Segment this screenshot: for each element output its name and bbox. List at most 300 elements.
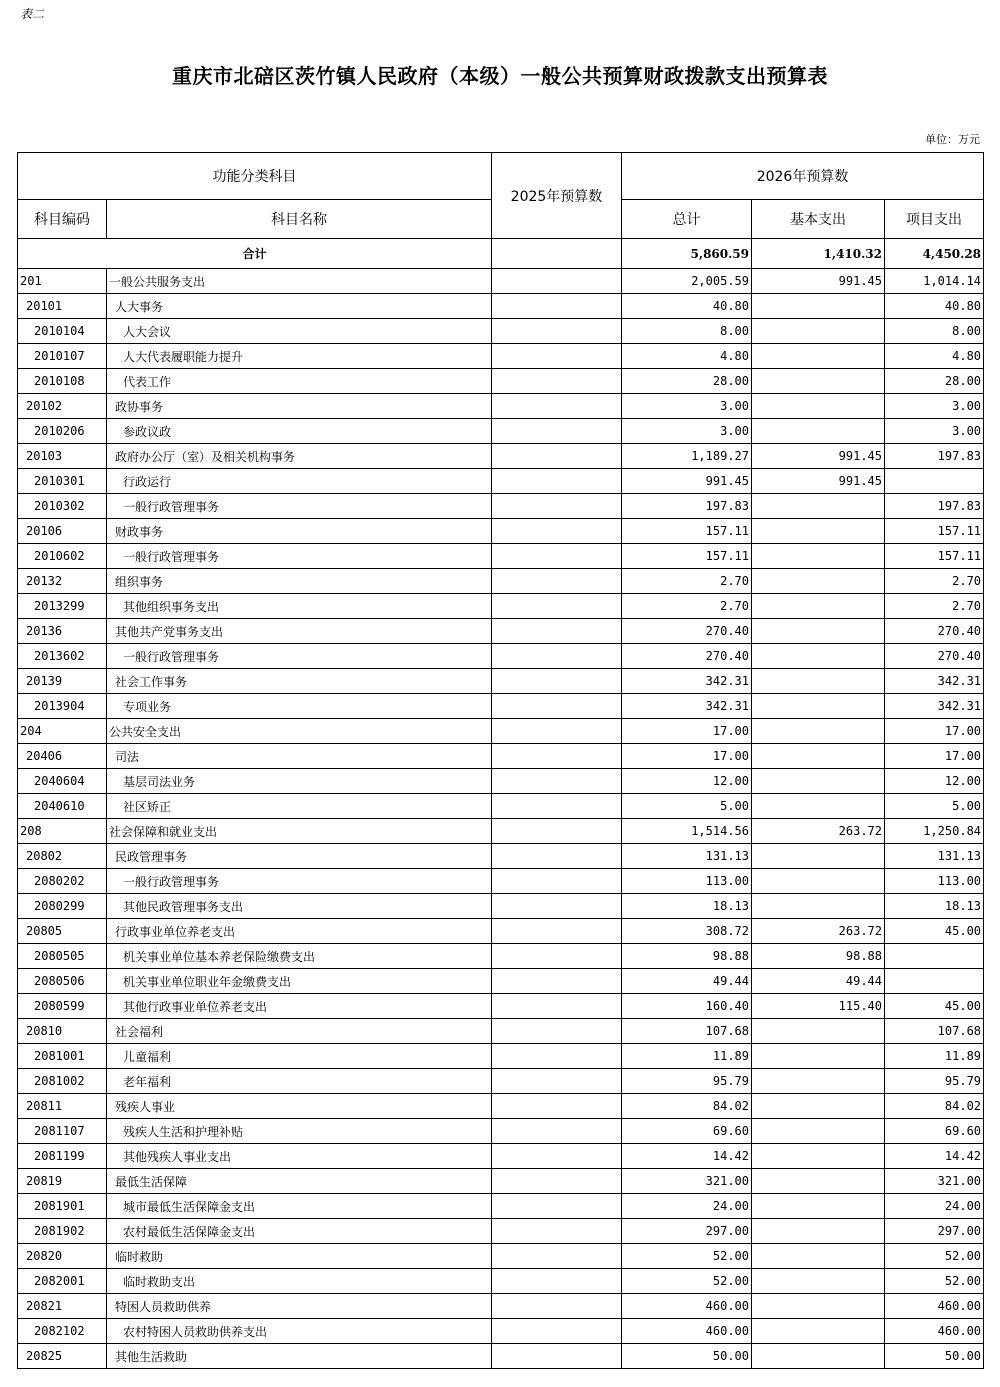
row-project: 342.31 bbox=[885, 669, 984, 694]
row-basic bbox=[752, 394, 885, 419]
row-project: 197.83 bbox=[885, 494, 984, 519]
row-name: 一般行政管理事务 bbox=[107, 869, 492, 894]
row-project: 157.11 bbox=[885, 544, 984, 569]
row-total: 52.00 bbox=[622, 1244, 752, 1269]
row-total: 11.89 bbox=[622, 1044, 752, 1069]
row-code: 20805 bbox=[18, 919, 107, 944]
row-project: 3.00 bbox=[885, 394, 984, 419]
table-row bbox=[18, 1119, 984, 1144]
row-basic bbox=[752, 594, 885, 619]
row-prev-budget bbox=[492, 1144, 622, 1169]
row-total: 160.40 bbox=[622, 994, 752, 1019]
row-name: 组织事务 bbox=[107, 569, 492, 594]
total-label: 合计 bbox=[18, 239, 492, 269]
row-basic bbox=[752, 494, 885, 519]
table-body bbox=[18, 239, 984, 1369]
row-prev-budget bbox=[492, 519, 622, 544]
table-row bbox=[18, 1144, 984, 1169]
row-prev-budget bbox=[492, 794, 622, 819]
row-prev-budget bbox=[492, 744, 622, 769]
row-prev-budget bbox=[492, 1019, 622, 1044]
row-prev-budget bbox=[492, 1194, 622, 1219]
row-project: 460.00 bbox=[885, 1294, 984, 1319]
row-prev-budget bbox=[492, 569, 622, 594]
row-basic: 263.72 bbox=[752, 819, 885, 844]
row-code: 2040610 bbox=[18, 794, 107, 819]
row-total: 113.00 bbox=[622, 869, 752, 894]
row-project: 18.13 bbox=[885, 894, 984, 919]
row-total: 84.02 bbox=[622, 1094, 752, 1119]
row-name: 残疾人生活和护理补贴 bbox=[107, 1119, 492, 1144]
row-project: 113.00 bbox=[885, 869, 984, 894]
row-name: 其他残疾人事业支出 bbox=[107, 1144, 492, 1169]
row-total: 4.80 bbox=[622, 344, 752, 369]
header-name: 科目名称 bbox=[107, 200, 492, 239]
row-code: 208 bbox=[18, 819, 107, 844]
row-total: 1,514.56 bbox=[622, 819, 752, 844]
row-project: 270.40 bbox=[885, 619, 984, 644]
row-prev-budget bbox=[492, 1119, 622, 1144]
row-project: 270.40 bbox=[885, 644, 984, 669]
row-total: 107.68 bbox=[622, 1019, 752, 1044]
row-code: 2081902 bbox=[18, 1219, 107, 1244]
header-budget-2026: 2026年预算数 bbox=[622, 153, 984, 200]
row-name: 行政事业单位养老支出 bbox=[107, 919, 492, 944]
table-row bbox=[18, 969, 984, 994]
row-name: 人大会议 bbox=[107, 319, 492, 344]
row-code: 20819 bbox=[18, 1169, 107, 1194]
row-project bbox=[885, 944, 984, 969]
row-total: 3.00 bbox=[622, 419, 752, 444]
row-prev-budget bbox=[492, 869, 622, 894]
row-prev-budget bbox=[492, 1244, 622, 1269]
row-name: 代表工作 bbox=[107, 369, 492, 394]
row-basic bbox=[752, 569, 885, 594]
row-prev-budget bbox=[492, 1169, 622, 1194]
row-basic bbox=[752, 644, 885, 669]
row-project: 69.60 bbox=[885, 1119, 984, 1144]
row-name: 机关事业单位职业年金缴费支出 bbox=[107, 969, 492, 994]
row-code: 20820 bbox=[18, 1244, 107, 1269]
row-project: 131.13 bbox=[885, 844, 984, 869]
row-name: 社会工作事务 bbox=[107, 669, 492, 694]
row-total: 297.00 bbox=[622, 1219, 752, 1244]
row-project: 8.00 bbox=[885, 319, 984, 344]
row-prev-budget bbox=[492, 294, 622, 319]
total-project: 4,450.28 bbox=[885, 239, 984, 269]
row-prev-budget bbox=[492, 319, 622, 344]
row-name: 儿童福利 bbox=[107, 1044, 492, 1069]
row-total: 131.13 bbox=[622, 844, 752, 869]
row-project: 24.00 bbox=[885, 1194, 984, 1219]
table-row bbox=[18, 694, 984, 719]
row-prev-budget bbox=[492, 719, 622, 744]
table-row bbox=[18, 644, 984, 669]
row-total: 12.00 bbox=[622, 769, 752, 794]
row-project: 3.00 bbox=[885, 419, 984, 444]
row-basic bbox=[752, 769, 885, 794]
row-name: 其他组织事务支出 bbox=[107, 594, 492, 619]
row-total: 14.42 bbox=[622, 1144, 752, 1169]
row-total: 342.31 bbox=[622, 694, 752, 719]
row-code: 204 bbox=[18, 719, 107, 744]
row-name: 临时救助支出 bbox=[107, 1269, 492, 1294]
row-name: 社会福利 bbox=[107, 1019, 492, 1044]
row-basic bbox=[752, 1119, 885, 1144]
row-project: 45.00 bbox=[885, 919, 984, 944]
header-total: 总计 bbox=[622, 200, 752, 239]
row-basic bbox=[752, 1094, 885, 1119]
row-basic: 991.45 bbox=[752, 469, 885, 494]
row-name: 社区矫正 bbox=[107, 794, 492, 819]
table-row bbox=[18, 444, 984, 469]
row-prev-budget bbox=[492, 269, 622, 294]
table-row bbox=[18, 944, 984, 969]
row-basic: 49.44 bbox=[752, 969, 885, 994]
table-row bbox=[18, 994, 984, 1019]
row-name: 一般行政管理事务 bbox=[107, 644, 492, 669]
unit-label: 单位：万元 bbox=[925, 133, 980, 146]
row-code: 2080599 bbox=[18, 994, 107, 1019]
header-budget-2025: 2025年预算数 bbox=[492, 153, 622, 239]
row-basic bbox=[752, 1069, 885, 1094]
row-total: 18.13 bbox=[622, 894, 752, 919]
table-row bbox=[18, 269, 984, 294]
row-code: 201 bbox=[18, 269, 107, 294]
row-project: 84.02 bbox=[885, 1094, 984, 1119]
row-prev-budget bbox=[492, 1094, 622, 1119]
row-code: 2010108 bbox=[18, 369, 107, 394]
row-project: 28.00 bbox=[885, 369, 984, 394]
row-total: 95.79 bbox=[622, 1069, 752, 1094]
row-name: 最低生活保障 bbox=[107, 1169, 492, 1194]
row-total: 69.60 bbox=[622, 1119, 752, 1144]
row-project: 197.83 bbox=[885, 444, 984, 469]
row-code: 2081901 bbox=[18, 1194, 107, 1219]
row-total: 28.00 bbox=[622, 369, 752, 394]
row-name: 其他行政事业单位养老支出 bbox=[107, 994, 492, 1019]
row-basic bbox=[752, 719, 885, 744]
row-total: 157.11 bbox=[622, 544, 752, 569]
row-basic bbox=[752, 419, 885, 444]
row-code: 2010302 bbox=[18, 494, 107, 519]
row-project: 17.00 bbox=[885, 744, 984, 769]
table-row bbox=[18, 769, 984, 794]
row-prev-budget bbox=[492, 994, 622, 1019]
row-total: 40.80 bbox=[622, 294, 752, 319]
table-row bbox=[18, 844, 984, 869]
row-project: 5.00 bbox=[885, 794, 984, 819]
row-prev-budget bbox=[492, 419, 622, 444]
row-name: 民政管理事务 bbox=[107, 844, 492, 869]
table-row bbox=[18, 494, 984, 519]
row-prev-budget bbox=[492, 844, 622, 869]
row-basic bbox=[752, 844, 885, 869]
row-code: 20821 bbox=[18, 1294, 107, 1319]
row-basic bbox=[752, 869, 885, 894]
row-basic: 263.72 bbox=[752, 919, 885, 944]
row-total: 24.00 bbox=[622, 1194, 752, 1219]
row-name: 农村特困人员救助供养支出 bbox=[107, 1319, 492, 1344]
row-project: 40.80 bbox=[885, 294, 984, 319]
row-basic bbox=[752, 519, 885, 544]
row-total: 342.31 bbox=[622, 669, 752, 694]
total-prev bbox=[492, 239, 622, 269]
row-code: 2081199 bbox=[18, 1144, 107, 1169]
table-row bbox=[18, 544, 984, 569]
row-name: 行政运行 bbox=[107, 469, 492, 494]
row-basic bbox=[752, 619, 885, 644]
row-code: 20136 bbox=[18, 619, 107, 644]
table-row bbox=[18, 1344, 984, 1369]
row-project: 50.00 bbox=[885, 1344, 984, 1369]
row-total: 2.70 bbox=[622, 569, 752, 594]
row-name: 司法 bbox=[107, 744, 492, 769]
table-row bbox=[18, 1194, 984, 1219]
row-code: 20103 bbox=[18, 444, 107, 469]
row-code: 2080202 bbox=[18, 869, 107, 894]
row-total: 157.11 bbox=[622, 519, 752, 544]
row-basic bbox=[752, 1294, 885, 1319]
row-name: 城市最低生活保障金支出 bbox=[107, 1194, 492, 1219]
table-row bbox=[18, 1269, 984, 1294]
row-total: 321.00 bbox=[622, 1169, 752, 1194]
table-row bbox=[18, 894, 984, 919]
row-project: 4.80 bbox=[885, 344, 984, 369]
table-row bbox=[18, 419, 984, 444]
header-code: 科目编码 bbox=[18, 200, 107, 239]
row-prev-budget bbox=[492, 769, 622, 794]
row-basic bbox=[752, 1144, 885, 1169]
row-prev-budget bbox=[492, 1069, 622, 1094]
row-prev-budget bbox=[492, 1319, 622, 1344]
table-row bbox=[18, 569, 984, 594]
row-project: 1,250.84 bbox=[885, 819, 984, 844]
row-basic bbox=[752, 1194, 885, 1219]
row-project: 2.70 bbox=[885, 594, 984, 619]
row-name: 公共安全支出 bbox=[107, 719, 492, 744]
total-total: 5,860.59 bbox=[622, 239, 752, 269]
table-row bbox=[18, 1219, 984, 1244]
row-prev-budget bbox=[492, 594, 622, 619]
row-basic bbox=[752, 1219, 885, 1244]
row-prev-budget bbox=[492, 369, 622, 394]
total-row bbox=[18, 239, 984, 269]
row-project: 107.68 bbox=[885, 1019, 984, 1044]
row-code: 2013299 bbox=[18, 594, 107, 619]
row-basic bbox=[752, 319, 885, 344]
row-prev-budget bbox=[492, 894, 622, 919]
row-basic bbox=[752, 544, 885, 569]
row-project bbox=[885, 969, 984, 994]
row-total: 52.00 bbox=[622, 1269, 752, 1294]
row-total: 308.72 bbox=[622, 919, 752, 944]
row-project: 12.00 bbox=[885, 769, 984, 794]
row-prev-budget bbox=[492, 644, 622, 669]
row-code: 2010104 bbox=[18, 319, 107, 344]
table-row bbox=[18, 369, 984, 394]
row-prev-budget bbox=[492, 819, 622, 844]
row-project: 17.00 bbox=[885, 719, 984, 744]
row-prev-budget bbox=[492, 1344, 622, 1369]
row-prev-budget bbox=[492, 944, 622, 969]
row-prev-budget bbox=[492, 1294, 622, 1319]
row-total: 8.00 bbox=[622, 319, 752, 344]
row-total: 1,189.27 bbox=[622, 444, 752, 469]
row-name: 特困人员救助供养 bbox=[107, 1294, 492, 1319]
row-prev-budget bbox=[492, 469, 622, 494]
row-code: 2080299 bbox=[18, 894, 107, 919]
row-code: 2010301 bbox=[18, 469, 107, 494]
row-code: 2081001 bbox=[18, 1044, 107, 1069]
table-row bbox=[18, 794, 984, 819]
row-total: 460.00 bbox=[622, 1294, 752, 1319]
row-name: 基层司法业务 bbox=[107, 769, 492, 794]
row-total: 270.40 bbox=[622, 619, 752, 644]
row-project: 14.42 bbox=[885, 1144, 984, 1169]
row-basic bbox=[752, 294, 885, 319]
total-basic: 1,410.32 bbox=[752, 239, 885, 269]
row-name: 参政议政 bbox=[107, 419, 492, 444]
row-total: 197.83 bbox=[622, 494, 752, 519]
table-row bbox=[18, 1019, 984, 1044]
row-total: 17.00 bbox=[622, 719, 752, 744]
row-prev-budget bbox=[492, 394, 622, 419]
row-code: 20811 bbox=[18, 1094, 107, 1119]
row-code: 20102 bbox=[18, 394, 107, 419]
row-code: 2080506 bbox=[18, 969, 107, 994]
document-title: 重庆市北碚区茨竹镇人民政府（本级）一般公共预算财政拨款支出预算表 bbox=[172, 64, 828, 88]
row-prev-budget bbox=[492, 494, 622, 519]
row-project bbox=[885, 469, 984, 494]
row-code: 2081107 bbox=[18, 1119, 107, 1144]
row-basic bbox=[752, 1344, 885, 1369]
table-row bbox=[18, 1094, 984, 1119]
row-project: 321.00 bbox=[885, 1169, 984, 1194]
row-prev-budget bbox=[492, 969, 622, 994]
table-row bbox=[18, 819, 984, 844]
row-basic bbox=[752, 694, 885, 719]
row-name: 残疾人事业 bbox=[107, 1094, 492, 1119]
row-code: 20810 bbox=[18, 1019, 107, 1044]
row-name: 专项业务 bbox=[107, 694, 492, 719]
row-basic bbox=[752, 1319, 885, 1344]
row-project: 52.00 bbox=[885, 1269, 984, 1294]
row-project: 1,014.14 bbox=[885, 269, 984, 294]
table-row bbox=[18, 469, 984, 494]
row-total: 49.44 bbox=[622, 969, 752, 994]
row-project: 45.00 bbox=[885, 994, 984, 1019]
table-row bbox=[18, 294, 984, 319]
table-number-label: 表二 bbox=[20, 7, 45, 21]
table-row bbox=[18, 594, 984, 619]
row-prev-budget bbox=[492, 1219, 622, 1244]
header-row-1 bbox=[18, 153, 984, 200]
row-code: 2010602 bbox=[18, 544, 107, 569]
row-prev-budget bbox=[492, 544, 622, 569]
table-row bbox=[18, 1244, 984, 1269]
row-basic bbox=[752, 744, 885, 769]
row-prev-budget bbox=[492, 619, 622, 644]
row-total: 5.00 bbox=[622, 794, 752, 819]
row-basic bbox=[752, 1169, 885, 1194]
row-name: 机关事业单位基本养老保险缴费支出 bbox=[107, 944, 492, 969]
table-row bbox=[18, 1044, 984, 1069]
row-basic bbox=[752, 1269, 885, 1294]
row-total: 270.40 bbox=[622, 644, 752, 669]
table-row bbox=[18, 394, 984, 419]
row-total: 3.00 bbox=[622, 394, 752, 419]
row-basic bbox=[752, 1019, 885, 1044]
table-row bbox=[18, 669, 984, 694]
row-prev-budget bbox=[492, 344, 622, 369]
row-total: 2,005.59 bbox=[622, 269, 752, 294]
row-project: 297.00 bbox=[885, 1219, 984, 1244]
row-project: 460.00 bbox=[885, 1319, 984, 1344]
row-name: 政协事务 bbox=[107, 394, 492, 419]
row-name: 临时救助 bbox=[107, 1244, 492, 1269]
row-code: 2010206 bbox=[18, 419, 107, 444]
row-code: 2013904 bbox=[18, 694, 107, 719]
row-basic bbox=[752, 369, 885, 394]
row-basic: 991.45 bbox=[752, 269, 885, 294]
row-name: 其他民政管理事务支出 bbox=[107, 894, 492, 919]
row-name: 人大事务 bbox=[107, 294, 492, 319]
row-code: 2013602 bbox=[18, 644, 107, 669]
budget-table bbox=[17, 152, 984, 1369]
row-name: 一般行政管理事务 bbox=[107, 544, 492, 569]
table-row bbox=[18, 719, 984, 744]
row-prev-budget bbox=[492, 669, 622, 694]
row-total: 98.88 bbox=[622, 944, 752, 969]
row-basic: 98.88 bbox=[752, 944, 885, 969]
row-project: 157.11 bbox=[885, 519, 984, 544]
row-name: 农村最低生活保障金支出 bbox=[107, 1219, 492, 1244]
row-basic bbox=[752, 794, 885, 819]
row-total: 991.45 bbox=[622, 469, 752, 494]
row-name: 老年福利 bbox=[107, 1069, 492, 1094]
row-name: 政府办公厅（室）及相关机构事务 bbox=[107, 444, 492, 469]
table-row bbox=[18, 919, 984, 944]
row-basic bbox=[752, 669, 885, 694]
table-row bbox=[18, 744, 984, 769]
header-basic: 基本支出 bbox=[752, 200, 885, 239]
table-row bbox=[18, 1069, 984, 1094]
table-row bbox=[18, 869, 984, 894]
row-code: 2081002 bbox=[18, 1069, 107, 1094]
row-basic bbox=[752, 894, 885, 919]
table-row bbox=[18, 1319, 984, 1344]
row-code: 2080505 bbox=[18, 944, 107, 969]
row-project: 52.00 bbox=[885, 1244, 984, 1269]
row-code: 2040604 bbox=[18, 769, 107, 794]
row-name: 社会保障和就业支出 bbox=[107, 819, 492, 844]
row-total: 50.00 bbox=[622, 1344, 752, 1369]
table-row bbox=[18, 1169, 984, 1194]
row-basic: 991.45 bbox=[752, 444, 885, 469]
row-name: 一般行政管理事务 bbox=[107, 494, 492, 519]
row-prev-budget bbox=[492, 1269, 622, 1294]
row-name: 人大代表履职能力提升 bbox=[107, 344, 492, 369]
row-total: 460.00 bbox=[622, 1319, 752, 1344]
row-code: 20106 bbox=[18, 519, 107, 544]
row-name: 其他共产党事务支出 bbox=[107, 619, 492, 644]
row-code: 20406 bbox=[18, 744, 107, 769]
row-total: 17.00 bbox=[622, 744, 752, 769]
row-basic bbox=[752, 1044, 885, 1069]
row-name: 其他生活救助 bbox=[107, 1344, 492, 1369]
row-total: 2.70 bbox=[622, 594, 752, 619]
